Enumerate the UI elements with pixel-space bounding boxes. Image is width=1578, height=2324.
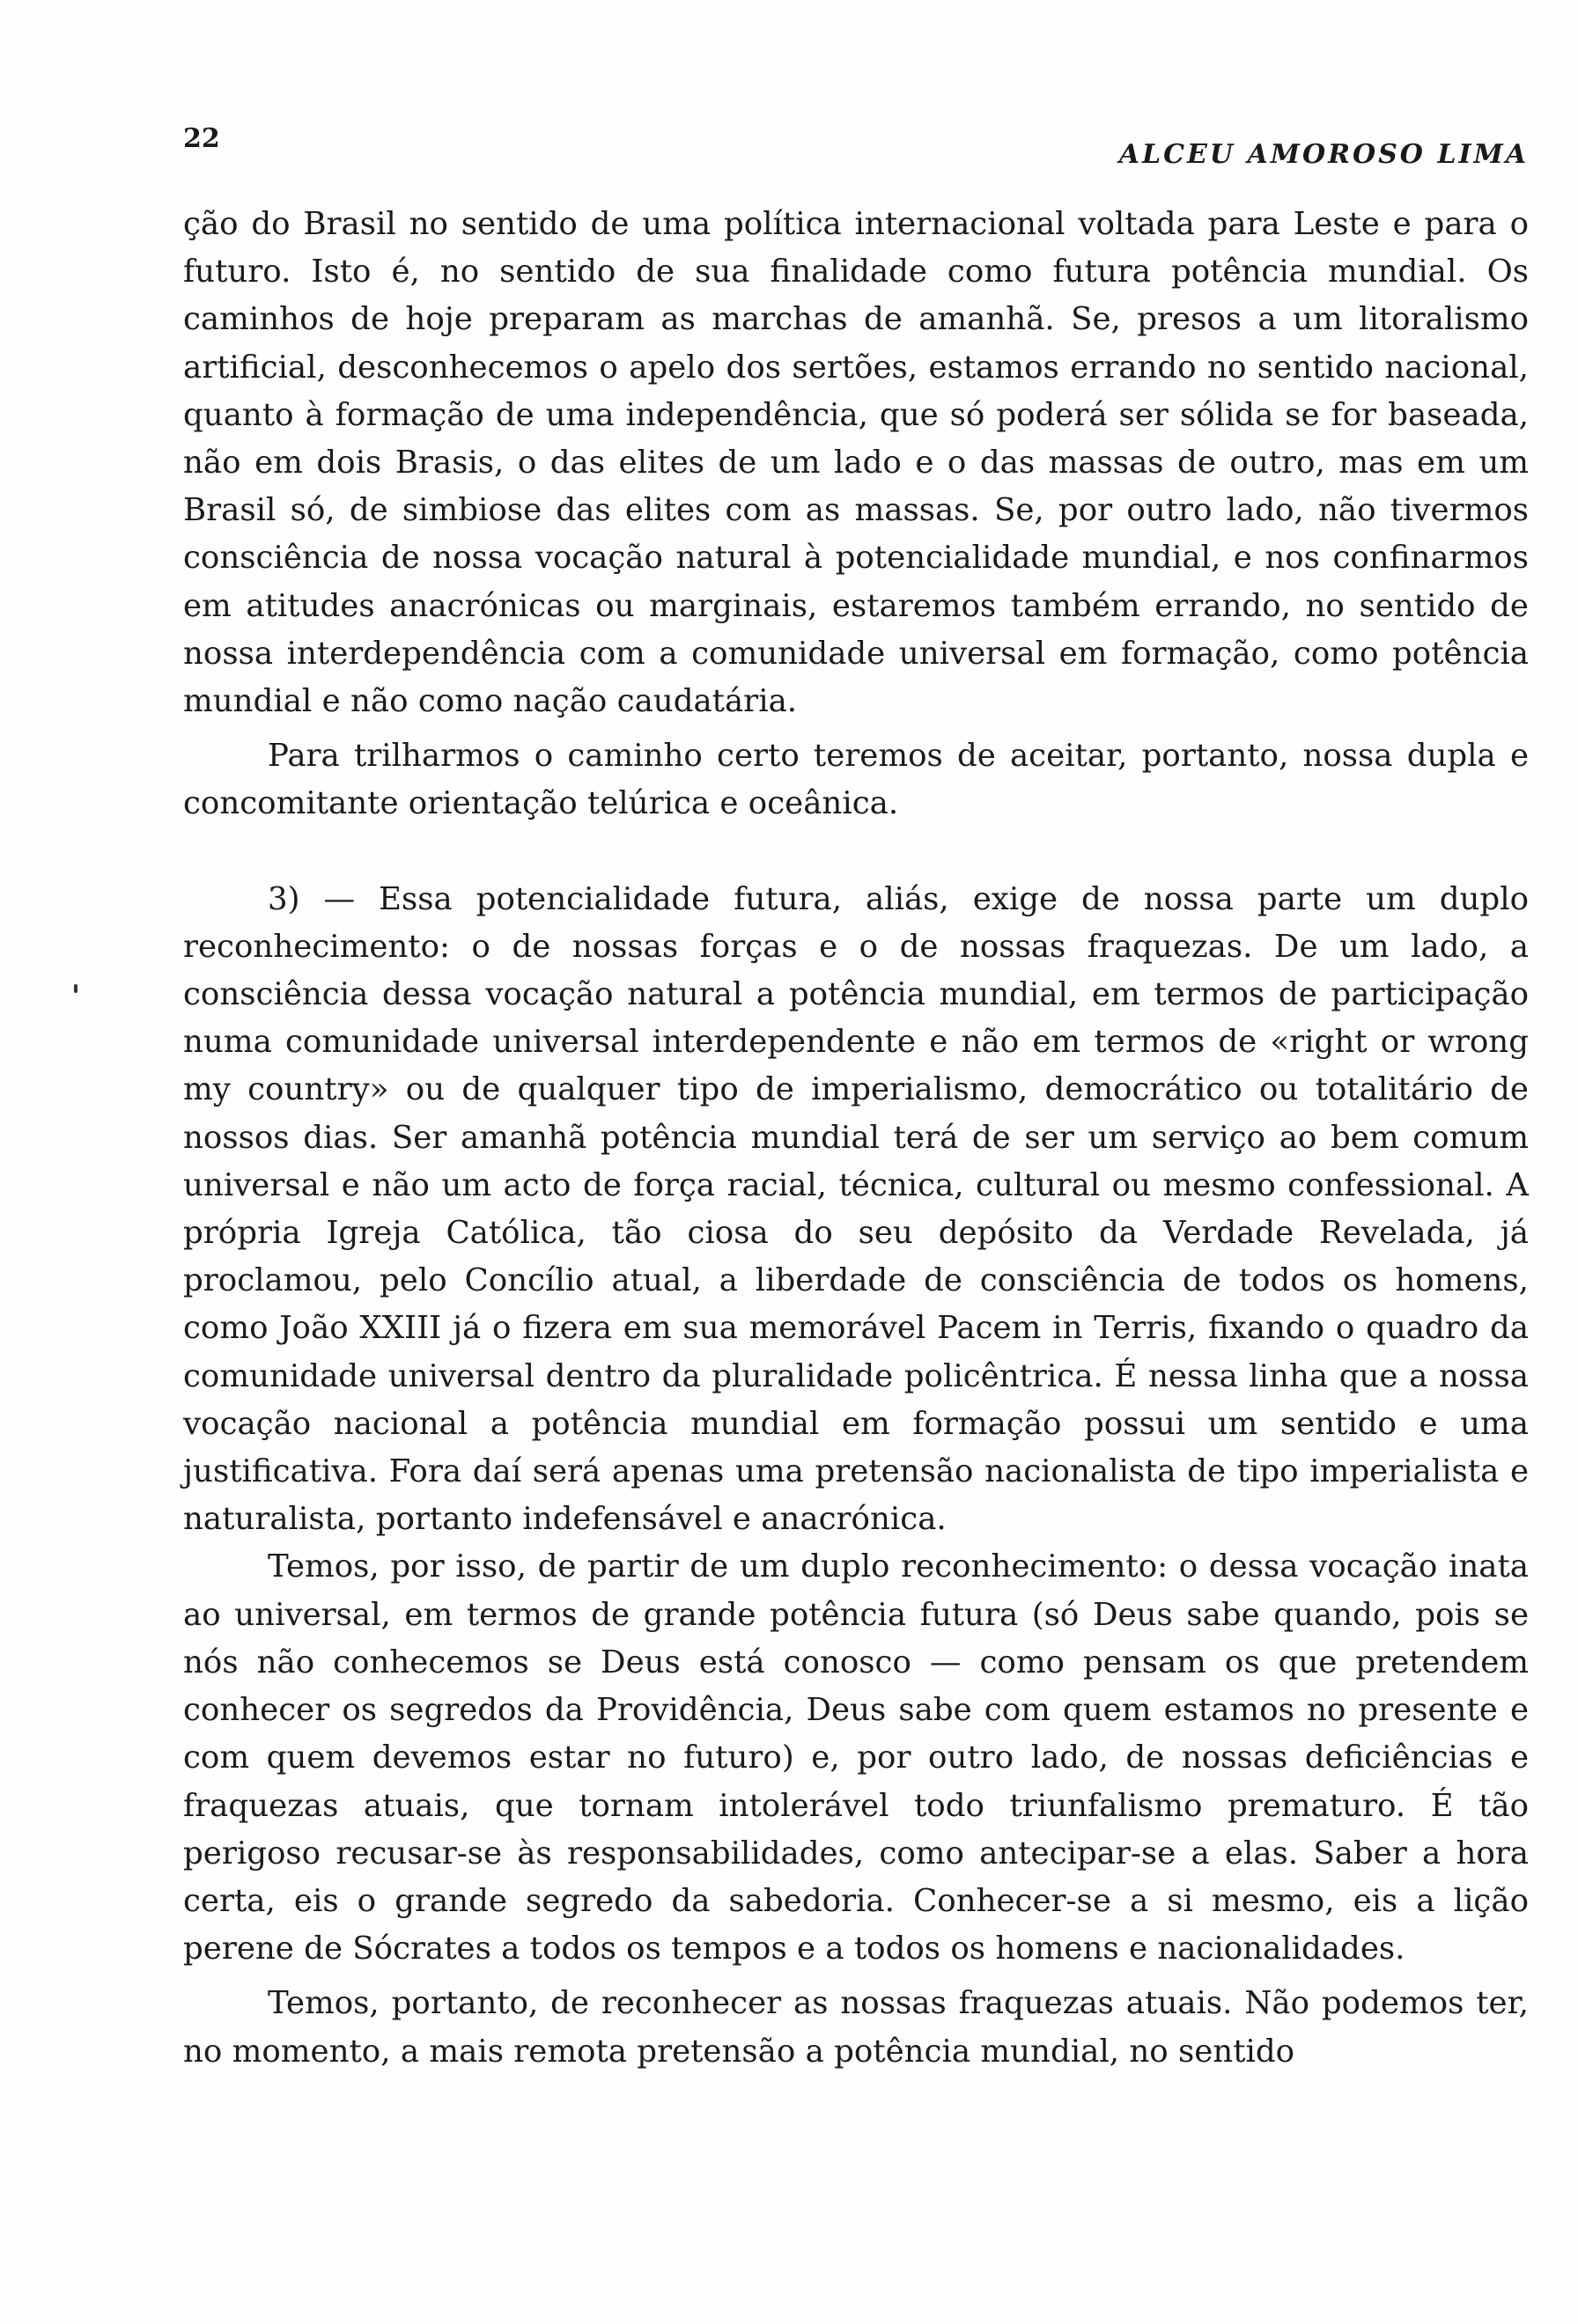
running-head xyxy=(183,123,1529,176)
body-text xyxy=(183,201,1529,2076)
running-head-author: ALCEU AMOROSO LIMA xyxy=(1118,139,1529,170)
paragraph-2: Para trilharmos o caminho certo teremos de aceitar, portanto, nossa dupla e concomitante orientação telúrica e oceânica. xyxy=(183,738,1529,822)
paragraph-3: 3) — Essa potencialidade futura, aliás, exige de nossa parte um duplo reconhecimento: o de nossas forças e o de nossas fraquezas. De um lado, a consciência dessa vocação natural a potência mundial, em termos de participação numa comunidade universal interdependente e não em termos de «right or wrong my country» ou de qualquer tipo de imperialismo, democrático ou totalitário de nossos dias. Ser amanhã potência mundial terá de ser um serviço ao bem comum universal e não um acto de força racial, técnica, cultural ou mesmo confessional. A própria Igreja Católica, tão ciosa do seu depósito da Verdade Revelada, já proclamou, pelo Concílio atual, a liberdade de consciência de todos os homens, como João XXIII já o fizera em sua memorável Pacem in Terris, fixando o quadro da comunidade universal dentro da pluralidade policêntrica. É nessa linha que a nossa vocação nacional a potência mundial em formação possui um sentido e uma justificativa. Fora daí será apenas uma pretensão nacionalista de tipo imperialista e naturalista, portanto indefensável e anacrónica. xyxy=(183,880,1529,1538)
paragraph-1: ção do Brasil no sentido de uma política internacional voltada para Leste e para o futuro. Isto é, no sentido de sua finalidade como futura potência mundial. Os caminhos de hoje preparam as marchas de amanhã. Se, presos a um litoralismo artificial, desconhecemos o apelo dos sertões, estamos errando no sentido nacional, quanto à formação de uma independência, que só poderá ser sólida se for baseada, não em dois Brasis, o das elites de um lado e o das massas de outro, mas em um Brasil só, de simbiose das elites com as massas. Se, por outro lado, não tivermos consciência de nossa vocação natural à potencialidade mundial, e nos confinarmos em atitudes anacrónicas ou marginais, estaremos também errando, no sentido de nossa interdependência com a comunidade universal em formação, como potência mundial e não como nação caudatária. xyxy=(183,206,1529,720)
paragraph-4: Temos, por isso, de partir de um duplo reconhecimento: o dessa vocação inata ao universal, em termos de grande potência futura (só Deus sabe quando, pois se nós não conhecemos se Deus está conosco — como pensam os que pretendem conhecer os segredos da Providência, Deus sabe com quem estamos no presente e com quem devemos estar no futuro) e, por outro lado, de nossas deficiências e fraquezas atuais, que tornam intolerável todo triunfalismo prematuro. É tão perigoso recusar-se às responsabilidades, como antecipar-se a elas. Saber a hora certa, eis o grande segredo da sabedoria. Conhecer-se a si mesmo, eis a lição perene de Sócrates a todos os tempos e a todos os homens e nacionalidades. xyxy=(183,1548,1529,1967)
stray-ink-mark xyxy=(74,984,77,993)
paragraph-5: Temos, portanto, de reconhecer as nossas fraquezas atuais. Não podemos ter, no momento, a mais remota pretensão a potência mundial, no sentido xyxy=(183,1985,1529,2070)
page-number: 22 xyxy=(183,123,220,154)
